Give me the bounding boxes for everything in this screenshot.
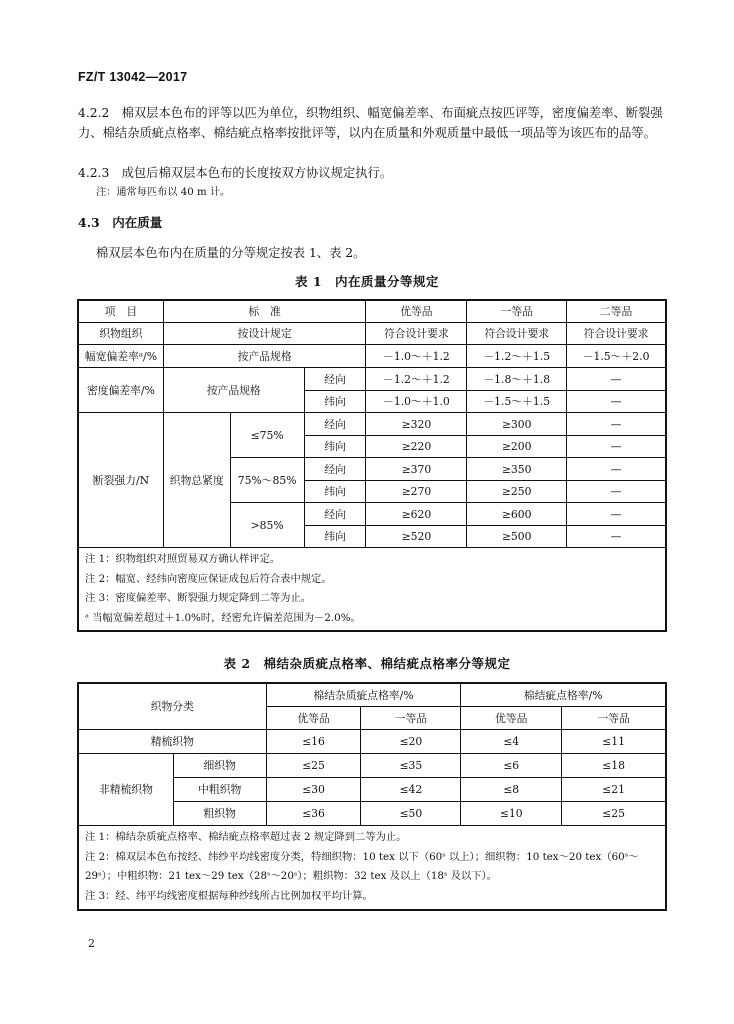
row-label: 织物组织: [79, 323, 164, 345]
col-grade-3: 二等品: [567, 301, 666, 323]
table-cell: 织物总紧度: [163, 413, 230, 548]
table-cell: ≤25: [562, 802, 666, 826]
table-cell: ≤4: [461, 730, 562, 754]
table-cell: 经向: [304, 503, 366, 526]
table-cell: －1.2～＋1.2: [366, 368, 467, 391]
table-cell: —: [567, 413, 666, 436]
table-cell: ≤16: [266, 730, 361, 754]
table-cell: —: [567, 368, 666, 391]
table-cell: 经向: [304, 368, 366, 391]
table-cell: －1.0～＋1.0: [366, 391, 467, 413]
table-cell: 按产品规格: [163, 368, 304, 413]
table-cell: ≥350: [467, 458, 567, 481]
table-cell: －1.0～＋1.2: [366, 345, 467, 368]
table-cell: ≤18: [562, 754, 666, 778]
table-cell: —: [567, 436, 666, 458]
table2-note: 注 3：经、纬平均线密度根据每种纱线所占比例加权平均计算。: [85, 889, 373, 902]
table-cell: ≥370: [366, 458, 467, 481]
table-cell: —: [567, 458, 666, 481]
section-heading-4-3: 4.3 内在质量: [78, 215, 163, 230]
table-cell: >85%: [230, 503, 304, 548]
table-cell: ≤21: [562, 778, 666, 802]
col-grade-1: 优等品: [266, 707, 361, 730]
table-cell: 符合设计要求: [467, 323, 567, 345]
table-cell: ≤6: [461, 754, 562, 778]
table-cell: 按产品规格: [163, 345, 366, 368]
table2-note: 注 2：棉双层本色布按经、纬纱平均线密度分类，特细织物：10 tex 以下（60ˢ 以上）；细织物：10 tex～20 tex（60ˢ～29ˢ）；中粗织物：21 tex～29 tex（28ˢ～20ˢ）；粗织物：32 tex 及以上（18ˢ 及以下）。: [85, 850, 639, 882]
row-label: 密度偏差率/%: [79, 368, 164, 413]
table-cell: 纬向: [304, 391, 366, 413]
table-cell: 按设计规定: [163, 323, 366, 345]
table-cell: ≥600: [467, 503, 567, 526]
table1-note: 注 3：密度偏差率、断裂强力规定降到二等为止。: [85, 592, 312, 604]
col-nep: 棉结疵点格率/%: [461, 684, 666, 707]
table-cell: －1.8～＋1.8: [467, 368, 567, 391]
row-label: 细织物: [173, 754, 266, 778]
table-cell: ≥220: [366, 436, 467, 458]
row-label: 精梳织物: [79, 730, 267, 754]
table-cell: ≤8: [461, 778, 562, 802]
table-cell: 75%～85%: [230, 458, 304, 503]
table-cell: ≥520: [366, 526, 467, 548]
paragraph-4-3: 棉双层本色布内在质量的分等规定按表 1、表 2。: [96, 246, 366, 260]
col-grade-2: 一等品: [361, 707, 461, 730]
row-label: 幅宽偏差率ᵃ/%: [79, 345, 164, 368]
table-cell: ≤36: [266, 802, 361, 826]
col-grade-2: 一等品: [467, 301, 567, 323]
table2-caption: 表 2 棉结杂质疵点格率、棉结疵点格率分等规定: [223, 656, 511, 671]
col-item: 项 目: [79, 301, 164, 323]
table-cell: ≤75%: [230, 413, 304, 458]
table-cell: ≥300: [467, 413, 567, 436]
table-cell: －1.5～＋2.0: [567, 345, 666, 368]
table-row: [79, 368, 666, 391]
table1-footnote: ᵃ 当幅宽偏差超过＋1.0%时，经密允许偏差范围为－2.0%。: [85, 611, 361, 624]
col-grade-1: 优等品: [461, 707, 562, 730]
table1-header-row: [79, 301, 666, 323]
table-cell: 符合设计要求: [366, 323, 467, 345]
row-label: 非精梳织物: [79, 754, 174, 826]
table1-caption: 表 1 内在质量分等规定: [294, 274, 440, 289]
page-number: 2: [88, 937, 95, 950]
col-fabric-class: 织物分类: [79, 684, 267, 730]
table-cell: ≤35: [361, 754, 461, 778]
table-row: [79, 754, 666, 778]
table2-nep-grading: [78, 683, 666, 910]
table-cell: ≤11: [562, 730, 666, 754]
note-4-2-3: 注：通常每匹布以 40 m 计。: [96, 187, 231, 198]
table-cell: －1.2～＋1.5: [467, 345, 567, 368]
row-label: 中粗织物: [173, 778, 266, 802]
table-cell: ≤25: [266, 754, 361, 778]
table-cell: 符合设计要求: [567, 323, 666, 345]
paragraph-4-2-2: 4.2.2 棉双层本色布的评等以匹为单位，织物组织、幅宽偏差率、布面疵点按匹评等，密度偏差率、断裂强力、棉结杂质疵点格率、棉结疵点格率按批评等，以内在质量和外观质量中最低一项品等为该匹布的品等。: [78, 106, 663, 140]
table2-note: 注 1：棉结杂质疵点格率、棉结疵点格率超过表 2 规定降到二等为止。: [85, 831, 407, 843]
table2-header-row: [79, 684, 666, 707]
table-cell: 纬向: [304, 526, 366, 548]
table-row: [79, 413, 666, 436]
col-grade-1: 优等品: [366, 301, 467, 323]
table-cell: —: [567, 503, 666, 526]
table-row: [79, 345, 666, 368]
table1-notes: [79, 548, 666, 631]
table-cell: 纬向: [304, 481, 366, 503]
table-cell: 经向: [304, 458, 366, 481]
table-cell: ≥270: [366, 481, 467, 503]
table-cell: —: [567, 526, 666, 548]
table-cell: ≥500: [467, 526, 567, 548]
table-cell: 纬向: [304, 436, 366, 458]
paragraph-4-2-3: 4.2.3 成包后棉双层本色布的长度按双方协议规定执行。: [78, 166, 393, 180]
col-standard: 标 准: [163, 301, 366, 323]
table1-note: 注 2：幅宽、经纬向密度应保证成包后符合表中规定。: [85, 572, 332, 585]
table-cell: ≥320: [366, 413, 467, 436]
table-cell: ≤30: [266, 778, 361, 802]
table-cell: ≤10: [461, 802, 562, 826]
col-nep-impurity: 棉结杂质疵点格率/%: [266, 684, 461, 707]
table-cell: ≤42: [361, 778, 461, 802]
table2-notes: [79, 826, 666, 910]
table1-quality-grading: [78, 300, 666, 631]
table-cell: ≥250: [467, 481, 567, 503]
row-label: 粗织物: [173, 802, 266, 826]
table1-notes-row: [79, 548, 666, 631]
table2-notes-row: [79, 826, 666, 910]
table-cell: ≥620: [366, 503, 467, 526]
table-cell: ≥200: [467, 436, 567, 458]
table-cell: —: [567, 391, 666, 413]
table-cell: 经向: [304, 413, 366, 436]
table-row: [79, 730, 666, 754]
table-cell: ≤20: [361, 730, 461, 754]
row-label: 断裂强力/N: [79, 413, 164, 548]
col-grade-2: 一等品: [562, 707, 666, 730]
table-cell: —: [567, 481, 666, 503]
table-row: [79, 323, 666, 345]
table-cell: ≤50: [361, 802, 461, 826]
table1-note: 注 1：织物组织对照贸易双方确认样评定。: [85, 553, 281, 565]
document-header: FZ/T 13042—2017: [78, 70, 188, 84]
table-cell: －1.5～＋1.5: [467, 391, 567, 413]
